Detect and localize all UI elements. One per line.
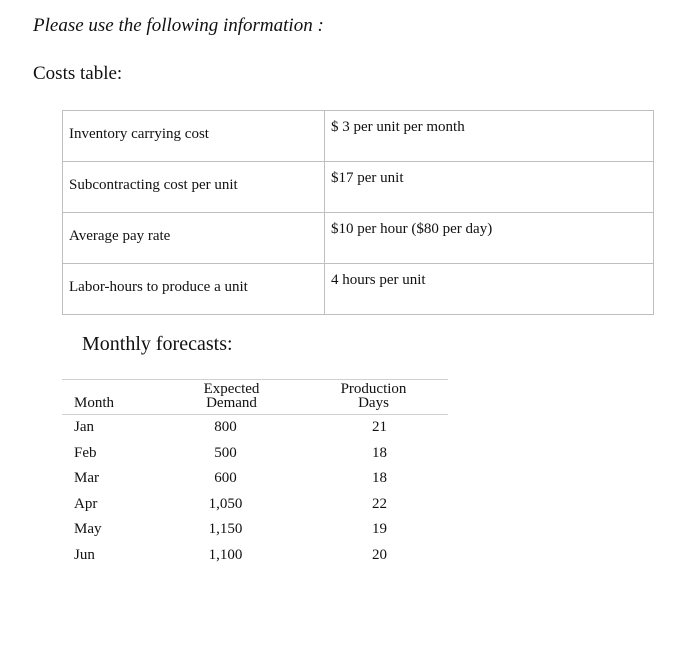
forecast-month: Jun: [74, 546, 95, 563]
forecast-row: [62, 466, 448, 492]
header-days-line2: Days: [358, 395, 389, 411]
forecast-header-row: [62, 380, 448, 415]
forecast-days: 18: [372, 470, 387, 487]
header-demand-line1: Expected: [203, 381, 260, 397]
cost-label: Subcontracting cost per unit: [63, 162, 325, 213]
costs-section-label: Costs table:: [33, 63, 123, 84]
forecast-month: Jan: [74, 419, 94, 436]
forecast-month: Feb: [74, 444, 97, 461]
header-month: [62, 380, 164, 415]
cost-value: 4 hours per unit: [325, 264, 654, 315]
forecast-month: Mar: [74, 470, 99, 487]
header-demand-line2: Demand: [206, 395, 257, 411]
cost-label: Inventory carrying cost: [63, 111, 325, 162]
header-days-line1: Production: [340, 381, 407, 397]
forecast-month: Apr: [74, 495, 98, 512]
cost-value: $10 per hour ($80 per day): [325, 213, 654, 264]
forecast-demand: 600: [214, 470, 237, 487]
forecast-days: 19: [372, 521, 387, 538]
intro-heading: Please use the following information :: [33, 15, 324, 36]
forecast-demand: 500: [214, 444, 237, 461]
forecast-demand: 1,100: [208, 546, 243, 563]
forecast-row: [62, 492, 448, 518]
header-month-label: Month: [74, 395, 115, 411]
forecast-table: [62, 379, 448, 568]
forecast-row: [62, 415, 448, 441]
cost-label: Average pay rate: [63, 213, 325, 264]
forecast-days: 22: [372, 495, 387, 512]
costs-table: [62, 110, 654, 315]
forecasts-section-label: Monthly forecasts:: [82, 333, 233, 355]
forecast-days: 18: [372, 444, 387, 461]
cost-value: $ 3 per unit per month: [325, 111, 654, 162]
forecast-demand: 800: [214, 419, 237, 436]
costs-row: [63, 111, 654, 162]
forecast-days: 21: [372, 419, 387, 436]
costs-row: [63, 264, 654, 315]
costs-row: [63, 162, 654, 213]
cost-value: $17 per unit: [325, 162, 654, 213]
header-production-days: [299, 380, 448, 415]
forecast-row: [62, 441, 448, 467]
forecast-row: [62, 543, 448, 569]
header-expected-demand: [164, 380, 299, 415]
costs-row: [63, 213, 654, 264]
forecast-row: [62, 517, 448, 543]
forecast-demand: 1,050: [208, 495, 243, 512]
forecast-demand: 1,150: [208, 521, 243, 538]
forecast-month: May: [74, 521, 102, 538]
cost-label: Labor-hours to produce a unit: [63, 264, 325, 315]
forecast-days: 20: [372, 546, 387, 563]
